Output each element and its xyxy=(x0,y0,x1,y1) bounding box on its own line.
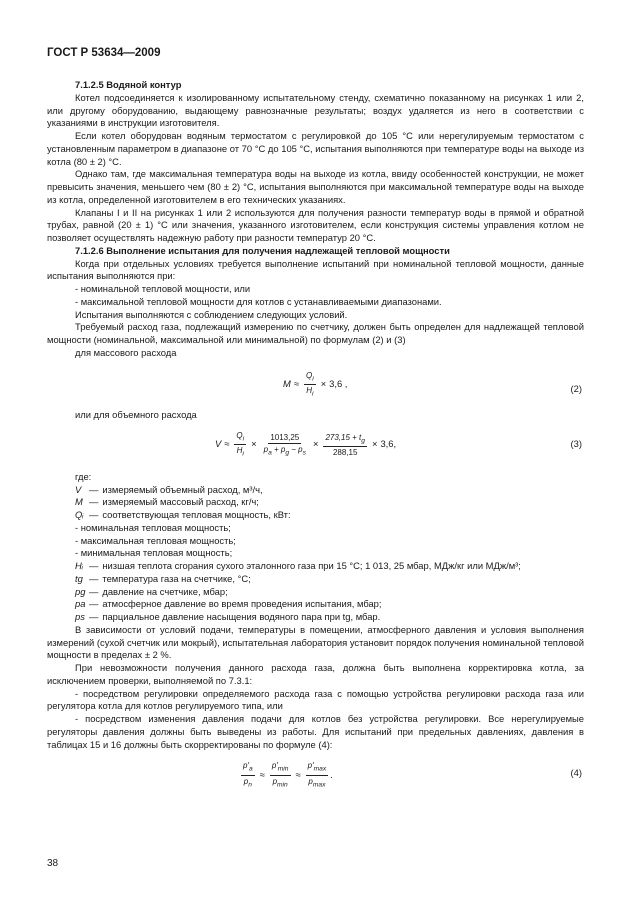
formula-number: (2) xyxy=(570,382,582,394)
list-item: - максимальной тепловой мощности для котлов с устанавливаемыми диапазонами. xyxy=(75,295,442,307)
formula-3-block xyxy=(47,403,584,471)
definition-item: M — измеряемый массовый расход, кг/ч; xyxy=(75,496,259,508)
formula-2-block xyxy=(47,347,584,403)
list-item: - посредством регулировки определяемого расхода газа с помощью устройства регулировки расхода газа или регулятора котла для котлов регулируемого типа, или xyxy=(47,687,584,712)
formula-2: M ≈ $\frac{Q_i}{H_i}$ × 3,6 , xyxy=(283,370,348,398)
paragraph: Испытания выполняются с соблюдением следующих условий. xyxy=(75,308,348,320)
paragraph: Клапаны I и II на рисунках 1 или 2 используются для получения разности температур воды в прямой и обратной трубах, равной (20 ± 1) °С или значения, указанного изготовителем, если конструкция системы управления котлом не позволяет осуществлять надежную работу при разности температур 20 °С. xyxy=(47,206,584,243)
paragraph: Если котел оборудован водяным термостатом с регулировкой до 105 °С или нерегулируемым термостатом с установленным параметром в диапазоне от 70 °С до 105 °С, испытания выполняются при температуре воды на выходе из котла (80 ± 2) °С. xyxy=(47,130,584,167)
paragraph: Когда при отдельных условиях требуется выполнение испытаний при номинальной тепловой мощности, данные испытания выполняются при: xyxy=(47,257,584,282)
paragraph: Требуемый расход газа, подлежащий измерению по счетчику, должен быть определен для надлежащей тепловой мощности (номинальной, максимальной или минимальной) по формулам (2) и (3) xyxy=(47,321,584,345)
definition-item: tg — температура газа на счетчике, °С; xyxy=(75,572,251,584)
list-item: - максимальная тепловая мощность; xyxy=(75,534,236,546)
list-item: - минимальная тепловая мощность; xyxy=(75,547,233,559)
list-item: - номинальная тепловая мощность; xyxy=(75,521,231,533)
list-item: - номинальной тепловой мощности, или xyxy=(75,283,251,294)
definition-item: pg — давление на счетчике, мбар; xyxy=(75,585,228,597)
page-number: 38 xyxy=(47,858,59,869)
section-heading: 7.1.2.5 Водяной контур xyxy=(75,79,182,90)
formula-label: для массового расхода xyxy=(75,346,177,358)
formula-label: или для объемного расхода xyxy=(75,408,197,420)
definition-item: Hᵢ — низшая теплота сгорания сухого эталонного газа при 15 °С; 1 013, 25 мбар, МДж/кг или МДж/м³; xyxy=(75,560,521,571)
page-content xyxy=(47,79,584,795)
definition-item: pa — атмосферное давление во время проведения испытания, мбар; xyxy=(75,598,382,610)
where-label: где: xyxy=(75,470,92,482)
formula-number: (3) xyxy=(570,437,582,449)
paragraph: Однако там, где максимальная температура воды на выходе из котла, ввиду особенностей конструкции, не может превысить значения, меньшего чем (80 ± 2) °С, испытания выполняются при максимальной температуре воды на выходе из котла, определенной изготовителем в его технических указаниях. xyxy=(47,168,584,205)
formula-3: V ≈ $\frac{Q_i}{H_i}$ × $\frac{1013,25}{p_a + p_g - p_s}$ × $\frac{273,15 + t_g}{288,15}$ × 3,6, xyxy=(215,430,397,458)
formula-number: (4) xyxy=(570,767,582,779)
page-header: ГОСТ Р 53634—2009 xyxy=(47,47,161,59)
paragraph: В зависимости от условий подачи, температуры в помещении, атмосферного давления и условия выполнения измерений (сухой счетчик или мокрый), испытательная лаборатория установит порядок получения номинальной тепловой мощности в пределах ± 2 %. xyxy=(47,623,584,661)
section-heading: 7.1.2.6 Выполнение испытания для получения надлежащей тепловой мощности xyxy=(75,244,450,256)
definition-item: Qᵢ — соответствующая тепловая мощность, кВт: xyxy=(75,509,291,520)
formula-4-block xyxy=(47,751,584,795)
definition-item: ps — парциальное давление насыщения водяного пара при tg, мбар. xyxy=(75,611,381,622)
paragraph: При невозможности получения данного расхода газа, должна быть выполнена корректировка котла, за исключением проверки, выполняемой по 7.3.1: xyxy=(47,662,584,686)
formula-4: $\frac{p'_a}{p_n}$ ≈ $p'_{min}$ $p_{min}$ ≈ $p'_{max}$ $p_{max}$ . xyxy=(243,761,333,789)
paragraph: Котел подсоединяется к изолированному испытательному стенду, схематично показанному на рисунках 1 или 2, или другому оборудованию, выдающему равнозначные результаты; воздух удаляется из него в соответствии с указаниями в инструкции изготовителя. xyxy=(47,91,584,129)
list-item: - посредством изменения давления подачи для котлов без устройства регулировки. Все нерегулируемые регуляторы давления должны быть выведены из работы. Для испытаний при предельных давлениях, давления в таблицах 15 и 16 должны быть скорректированы по формуле (4): xyxy=(47,713,584,750)
definition-item: V — измеряемый объемный расход, м³/ч, xyxy=(75,483,263,495)
